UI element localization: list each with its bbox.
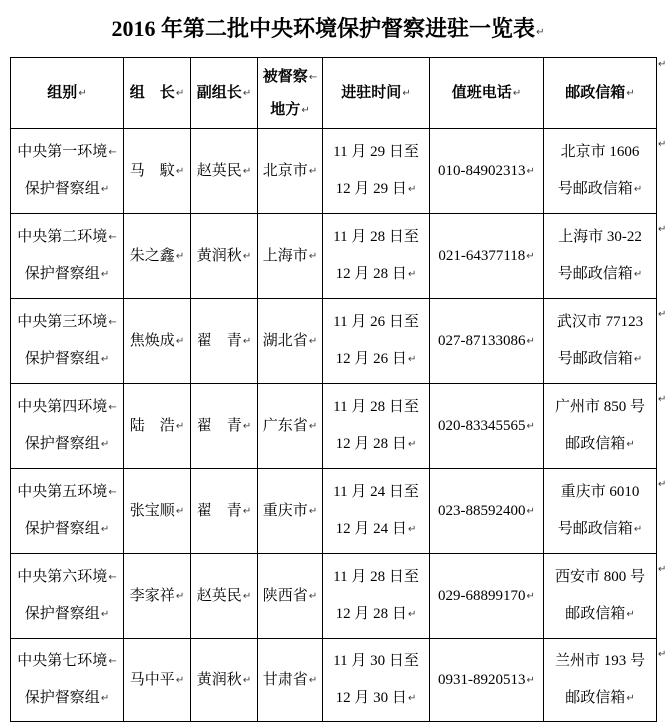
paragraph-mark: ↵ <box>175 88 185 99</box>
cell-place: 甘肃省↵ <box>258 639 323 722</box>
cell-group: 中央第三环境← 保护督察组↵ <box>11 299 124 384</box>
paragraph-mark: ↵ <box>633 269 643 280</box>
table-row <box>11 129 657 214</box>
header-period: 进驻时间↵ <box>323 58 430 129</box>
paragraph-mark: ↵ <box>242 336 252 347</box>
line-break-mark: ← <box>108 572 117 583</box>
cell-leader: 张宝顺↵ <box>124 469 191 554</box>
inspection-table <box>10 57 657 722</box>
paragraph-mark: ↵ <box>100 693 110 704</box>
row-end-mark: ↵ <box>658 394 667 405</box>
cell-phone: 020-83345565↵ <box>430 384 544 469</box>
cell-deputy: 翟 青↵ <box>191 384 258 469</box>
paragraph-mark: ↵ <box>407 609 417 620</box>
line-break-mark: ← <box>108 656 117 667</box>
cell-group: 中央第四环境← 保护督察组↵ <box>11 384 124 469</box>
header-mailbox: 邮政信箱↵ <box>544 58 657 129</box>
cell-mailbox: 广州市 850 号 邮政信箱↵ <box>544 384 657 469</box>
cell-leader: 朱之鑫↵ <box>124 214 191 299</box>
paragraph-mark: ↵ <box>407 439 417 450</box>
paragraph-mark: ↵ <box>175 336 185 347</box>
row-end-mark: ↵ <box>658 309 667 320</box>
cell-group: 中央第七环境← 保护督察组↵ <box>11 639 124 722</box>
cell-mailbox: 北京市 1606 号邮政信箱↵ <box>544 129 657 214</box>
paragraph-mark: ↵ <box>512 88 522 99</box>
cell-group: 中央第一环境← 保护督察组↵ <box>11 129 124 214</box>
cell-group: 中央第五环境← 保护督察组↵ <box>11 469 124 554</box>
cell-mailbox: 重庆市 6010 号邮政信箱↵ <box>544 469 657 554</box>
row-end-mark: ↵ <box>658 139 667 150</box>
cell-leader: 李家祥↵ <box>124 554 191 639</box>
cell-period: 11 月 24 日至 12 月 24 日↵ <box>323 469 430 554</box>
row-end-mark: ↵ <box>658 59 667 70</box>
cell-period: 11 月 29 日至 12 月 29 日↵ <box>323 129 430 214</box>
row-end-mark: ↵ <box>658 479 667 490</box>
paragraph-mark: ↵ <box>242 591 252 602</box>
table-row <box>11 214 657 299</box>
cell-deputy: 黄润秋↵ <box>191 214 258 299</box>
paragraph-mark: ↵ <box>308 591 318 602</box>
cell-leader: 陆 浩↵ <box>124 384 191 469</box>
paragraph-mark: ↵ <box>100 184 110 195</box>
line-break-mark: ← <box>108 147 117 158</box>
cell-phone: 029-68899170↵ <box>430 554 544 639</box>
row-end-mark: ↵ <box>658 564 667 575</box>
paragraph-mark: ↵ <box>308 421 318 432</box>
paragraph-mark: ↵ <box>175 251 185 262</box>
line-break-mark: ← <box>308 72 318 83</box>
table-body <box>11 129 657 722</box>
cell-group: 中央第二环境← 保护督察组↵ <box>11 214 124 299</box>
cell-period: 11 月 28 日至 12 月 28 日↵ <box>323 554 430 639</box>
paragraph-mark: ↵ <box>626 609 635 620</box>
paragraph-mark: ↵ <box>242 166 252 177</box>
cell-leader: 马中平↵ <box>124 639 191 722</box>
paragraph-mark: ↵ <box>526 506 535 517</box>
paragraph-mark: ↵ <box>175 675 185 686</box>
cell-place: 北京市↵ <box>258 129 323 214</box>
paragraph-mark: ↵ <box>407 693 417 704</box>
cell-period: 11 月 30 日至 12 月 30 日↵ <box>323 639 430 722</box>
paragraph-mark: ↵ <box>100 354 110 365</box>
cell-mailbox: 上海市 30-22 号邮政信箱↵ <box>544 214 657 299</box>
paragraph-mark: ↵ <box>78 88 87 99</box>
cell-place: 重庆市↵ <box>258 469 323 554</box>
cell-mailbox: 西安市 800 号 邮政信箱↵ <box>544 554 657 639</box>
paragraph-mark: ↵ <box>407 524 417 535</box>
paragraph-mark: ↵ <box>301 105 310 116</box>
paragraph-mark: ↵ <box>526 251 535 262</box>
line-break-mark: ← <box>108 317 117 328</box>
cell-phone: 023-88592400↵ <box>430 469 544 554</box>
table-row <box>11 384 657 469</box>
paragraph-mark: ↵ <box>407 354 417 365</box>
paragraph-mark: ↵ <box>626 439 635 450</box>
row-end-mark: ↵ <box>658 224 667 235</box>
paragraph-mark: ↵ <box>633 524 643 535</box>
cell-place: 上海市↵ <box>258 214 323 299</box>
cell-mailbox: 武汉市 77123 号邮政信箱↵ <box>544 299 657 384</box>
paragraph-mark: ↵ <box>308 506 318 517</box>
table-row <box>11 639 657 722</box>
paragraph-mark: ↵ <box>526 336 535 347</box>
header-leader: 组 长↵ <box>124 58 191 129</box>
paragraph-mark: ↵ <box>175 591 185 602</box>
cell-place: 陕西省↵ <box>258 554 323 639</box>
page-title <box>0 12 656 43</box>
cell-mailbox: 兰州市 193 号 邮政信箱↵ <box>544 639 657 722</box>
cell-phone: 021-64377118↵ <box>430 214 544 299</box>
paragraph-mark: ↵ <box>242 506 252 517</box>
cell-period: 11 月 28 日至 12 月 28 日↵ <box>323 214 430 299</box>
cell-deputy: 翟 青↵ <box>191 469 258 554</box>
paragraph-mark: ↵ <box>175 421 185 432</box>
table-row <box>11 469 657 554</box>
paragraph-mark: ↵ <box>242 421 252 432</box>
page-title-text: 2016 年第二批中央环境保护督察进驻一览表 <box>111 16 536 41</box>
paragraph-mark: ↵ <box>242 675 252 686</box>
cell-leader: 焦焕成↵ <box>124 299 191 384</box>
paragraph-mark: ↵ <box>100 439 110 450</box>
line-break-mark: ← <box>108 232 117 243</box>
table-row <box>11 554 657 639</box>
cell-phone: 010-84902313↵ <box>430 129 544 214</box>
cell-phone: 0931-8920513↵ <box>430 639 544 722</box>
header-phone: 值班电话↵ <box>430 58 544 129</box>
paragraph-mark: ↵ <box>308 166 318 177</box>
paragraph-mark: ↵ <box>526 675 535 686</box>
paragraph-mark: ↵ <box>402 88 411 99</box>
paragraph-mark: ↵ <box>526 591 535 602</box>
line-break-mark: ← <box>108 402 117 413</box>
cell-period: 11 月 28 日至 12 月 28 日↵ <box>323 384 430 469</box>
row-end-mark: ↵ <box>658 649 667 660</box>
header-group: 组别↵ <box>11 58 124 129</box>
paragraph-mark: ↵ <box>407 184 417 195</box>
paragraph-mark: ↵ <box>308 336 318 347</box>
cell-phone: 027-87133086↵ <box>430 299 544 384</box>
paragraph-mark: ↵ <box>100 524 110 535</box>
cell-leader: 马 馼↵ <box>124 129 191 214</box>
paragraph-mark: ↵ <box>633 354 643 365</box>
paragraph-mark: ↵ <box>175 506 185 517</box>
paragraph-mark: ↵ <box>242 251 252 262</box>
paragraph-mark: ↵ <box>626 88 635 99</box>
paragraph-mark: ↵ <box>100 269 110 280</box>
cell-group: 中央第六环境← 保护督察组↵ <box>11 554 124 639</box>
table-row <box>11 299 657 384</box>
paragraph-mark: ↵ <box>626 693 635 704</box>
paragraph-mark: ↵ <box>526 166 535 177</box>
paragraph-mark: ↵ <box>242 88 252 99</box>
paragraph-mark: ↵ <box>100 609 110 620</box>
line-break-mark: ← <box>108 487 117 498</box>
cell-deputy: 赵英民↵ <box>191 554 258 639</box>
cell-deputy: 翟 青↵ <box>191 299 258 384</box>
cell-place: 湖北省↵ <box>258 299 323 384</box>
cell-place: 广东省↵ <box>258 384 323 469</box>
paragraph-mark: ↵ <box>407 269 417 280</box>
paragraph-mark: ↵ <box>175 166 185 177</box>
header-row <box>11 58 657 129</box>
paragraph-mark: ↵ <box>308 251 318 262</box>
paragraph-mark: ↵ <box>633 184 643 195</box>
paragraph-mark: ↵ <box>308 675 318 686</box>
cell-deputy: 赵英民↵ <box>191 129 258 214</box>
paragraph-mark: ↵ <box>526 421 535 432</box>
cell-deputy: 黄润秋↵ <box>191 639 258 722</box>
header-target: 被督察← 地方↵ <box>258 58 323 129</box>
cell-period: 11 月 26 日至 12 月 26 日↵ <box>323 299 430 384</box>
paragraph-mark: ↵ <box>536 27 545 38</box>
header-deputy: 副组长↵ <box>191 58 258 129</box>
